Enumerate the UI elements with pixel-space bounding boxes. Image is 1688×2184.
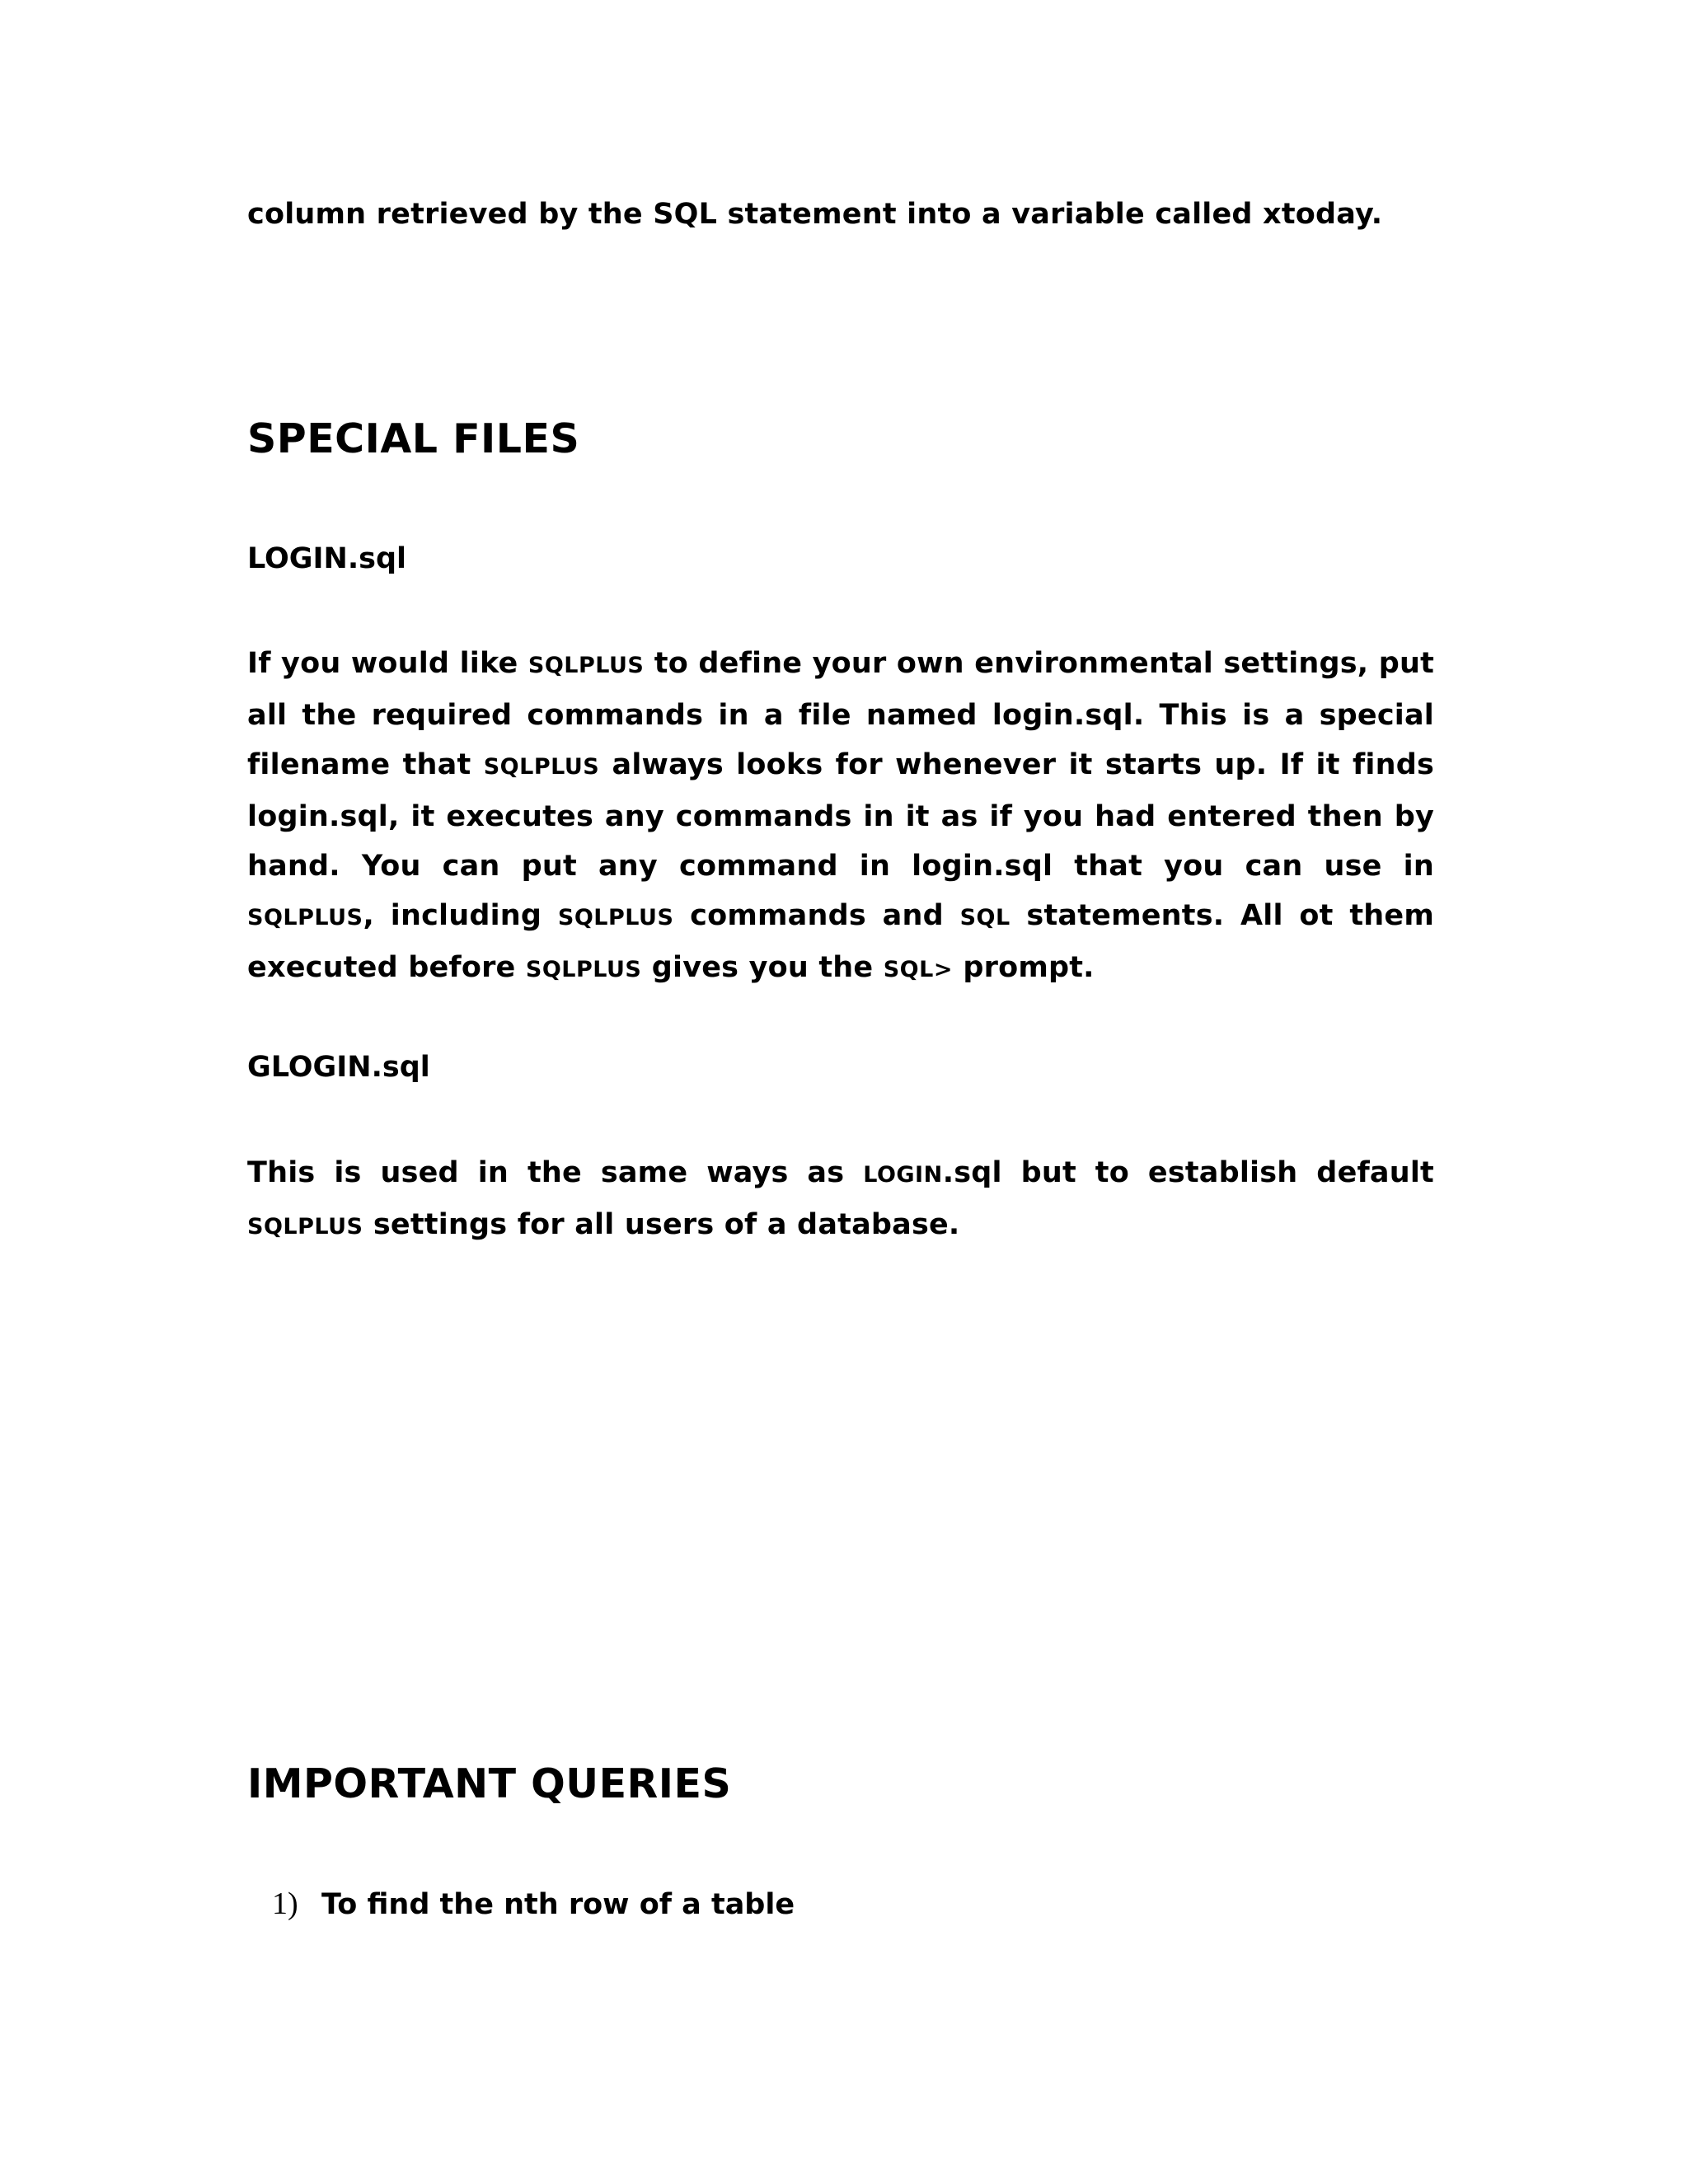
sql-prompt-term: SQL>	[883, 957, 953, 982]
important-queries-heading: IMPORTANT QUERIES	[247, 1760, 732, 1807]
glogin-sql-paragraph: This is used in the same ways as LOGIN.sql but to establish default SQLPLUS settings for all users of a database.	[247, 1156, 1434, 1241]
intro-line: column retrieved by the SQL statement into a variable called xtoday.	[247, 198, 1383, 231]
sql-term: SQL	[959, 905, 1010, 930]
sqlplus-term: SQLPLUS	[483, 754, 600, 780]
login-sql-paragraph: If you would like SQLPLUS to define your own environmental settings, put all the required commands in a file named login.sql. This is a special filename that SQLPLUS always looks for whenever it starts up. If it finds login.sql, it executes any commands in it as if you had entered then by hand. You can put any command in login.sql that you can use in SQLPLUS, including SQLPLUS commands and SQL statements. All ot them executed before SQLPLUS gives you the SQL> prompt.	[247, 647, 1434, 984]
sqlplus-term: SQLPLUS	[525, 957, 642, 982]
sqlplus-term: SQLPLUS	[247, 905, 363, 930]
special-files-heading: SPECIAL FILES	[247, 415, 580, 462]
sqlplus-term: SQLPLUS	[557, 905, 674, 930]
list-item-number: 1)	[272, 1886, 298, 1921]
list-item	[272, 1879, 1426, 1929]
glogin-sql-title: GLOGIN.sql	[247, 1051, 430, 1084]
login-term: LOGIN	[863, 1162, 943, 1188]
login-sql-title: LOGIN.sql	[247, 542, 407, 575]
sqlplus-term: SQLPLUS	[247, 1214, 363, 1240]
list-item-text: To find the nth row of a table	[321, 1888, 795, 1921]
sqlplus-term: SQLPLUS	[528, 653, 645, 678]
